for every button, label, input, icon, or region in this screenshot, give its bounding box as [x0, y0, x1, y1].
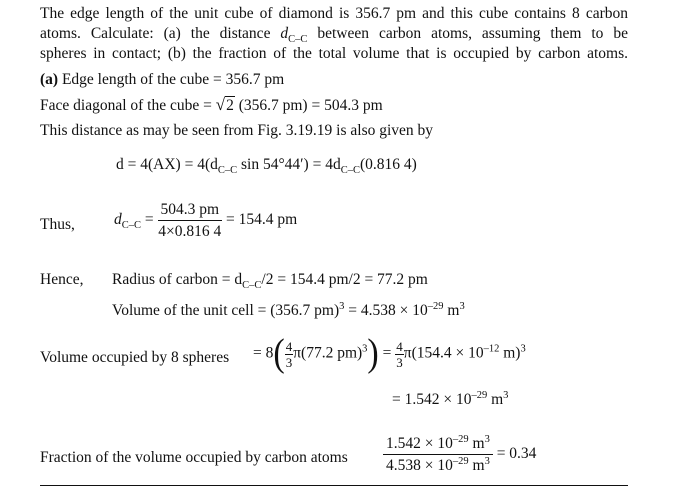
- thus-label: Thus,: [40, 216, 75, 233]
- face-diagonal-line: Face diagonal of the cube = √2 (356.7 pm) = 504.3 pm: [40, 95, 383, 114]
- hence-label: Hence,: [40, 271, 84, 288]
- thus-equation: $d_{C-C}$ = $\frac{504.3 pm}{4\times 0.816 4}$ = 154.4 pm: [114, 201, 298, 240]
- edge-length-line: (a) Edge length of the cube = 356.7 pm: [40, 71, 285, 88]
- radius-line: Radius of carbon = $d_{C-C}/2 = 154.4$ pm/2 = 77.2 pm: [112, 271, 428, 292]
- problem-line-1: The edge length of the unit cube of diamond is 356.7 pm and this cube contains 8 carbon: [40, 5, 628, 22]
- distance-line: This distance as may be seen from Fig. 3.19.19 is also given by: [40, 122, 434, 139]
- spheres-equation: = 8( $\frac{4}{3}$ π(77.2 pm)$^3$) = $\frac{4}{3}$ $\pi(154.4 \times 10^{-12}$ m)$^3$: [253, 332, 526, 375]
- problem-line-3: spheres in contact; (b) the fraction of the total volume that is occupied by carbon atoms.: [40, 45, 628, 62]
- spheres-label: Volume occupied by 8 spheres: [40, 349, 230, 366]
- fraction-label: Fraction of the volume occupied by carbon atoms: [40, 449, 348, 466]
- fraction-equation: $\frac{1.542 \times 10^{-29} m^3}{4.538 \times 10^{-29} m^3}$ = 0.34: [383, 436, 536, 473]
- unit-cell-volume-line: Volume of the unit cell = (356.7 $pm)^3 = 4.538 \times 10^{-29}$ $m^3$: [112, 300, 465, 319]
- spheres-result: = $1.542 \times 10^{-29}$ $m^3$: [392, 389, 509, 408]
- d-equation: $d = 4(AX) = 4(d_{C-C}$ $\sin 54^\circ 44') = 4d_{C-C}(0.816$ 4): [116, 156, 417, 177]
- problem-line-2: atoms. Calculate: (a) the distance $d_{C-C}$ between carbon atoms, assuming them to be: [40, 25, 629, 46]
- sqrt-symbol: √2: [215, 95, 234, 114]
- bottom-rule: [40, 485, 628, 486]
- fraction-volume: $\frac{1.542 \times 10^{-29} m^3}{4.538 \times 10^{-29} m^3}$: [383, 436, 493, 473]
- thus-fraction: $\frac{504.3 pm}{4\times 0.816 4}$: [158, 201, 222, 240]
